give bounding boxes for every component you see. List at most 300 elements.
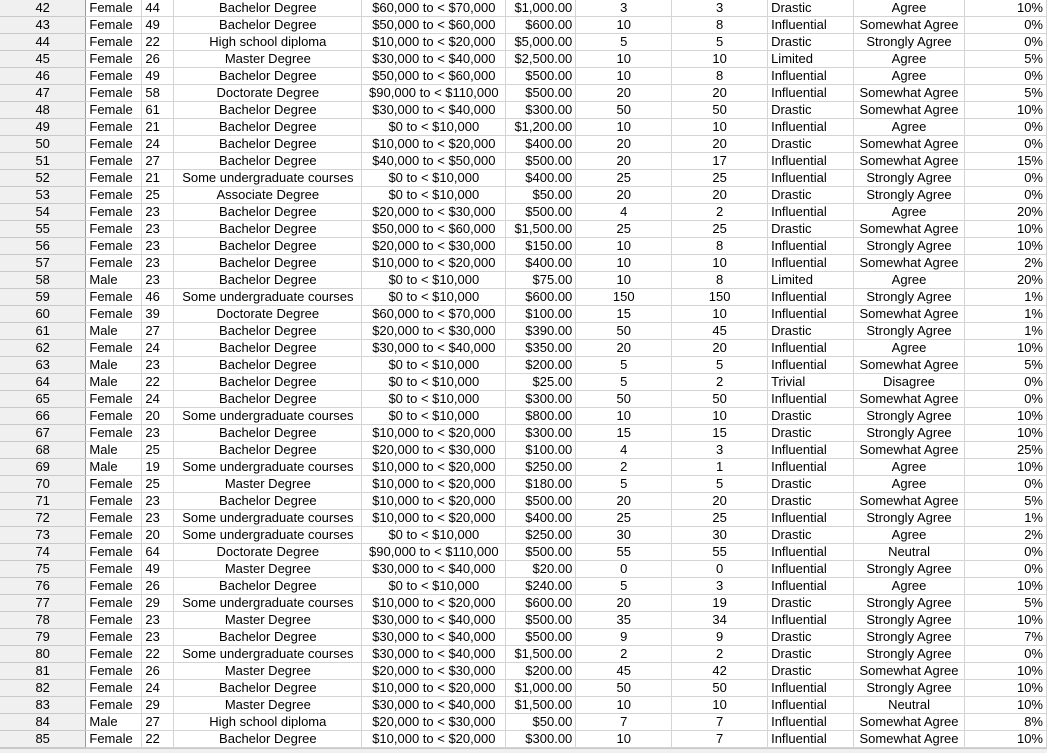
cell-agreement[interactable]: Somewhat Agree	[854, 391, 965, 408]
cell-gender[interactable]: Female	[86, 578, 142, 595]
row-header[interactable]: 49	[0, 119, 86, 136]
cell-education[interactable]: Bachelor Degree	[174, 731, 362, 748]
cell-age[interactable]: 49	[142, 68, 174, 85]
cell-amount[interactable]: $300.00	[506, 731, 576, 748]
cell-agreement[interactable]: Agree	[854, 204, 965, 221]
row-header[interactable]: 63	[0, 357, 86, 374]
cell-impact[interactable]: Drastic	[768, 408, 854, 425]
cell-amount[interactable]: $1,500.00	[506, 221, 576, 238]
cell-value-b[interactable]: 25	[672, 170, 768, 187]
row-header[interactable]: 53	[0, 187, 86, 204]
cell-agreement[interactable]: Strongly Agree	[854, 238, 965, 255]
cell-amount[interactable]: $200.00	[506, 357, 576, 374]
cell-percent[interactable]: 0%	[965, 476, 1047, 493]
cell-percent[interactable]: 1%	[965, 510, 1047, 527]
cell-income[interactable]: $0 to < $10,000	[362, 119, 506, 136]
cell-value-b[interactable]: 10	[672, 697, 768, 714]
cell-age[interactable]: 23	[142, 629, 174, 646]
cell-income[interactable]: $50,000 to < $60,000	[362, 17, 506, 34]
cell-value-b[interactable]: 30	[672, 527, 768, 544]
cell-gender[interactable]: Male	[86, 374, 142, 391]
cell-income[interactable]: $0 to < $10,000	[362, 527, 506, 544]
cell-education[interactable]: Some undergraduate courses	[174, 510, 362, 527]
cell-education[interactable]: Some undergraduate courses	[174, 595, 362, 612]
cell-education[interactable]: Bachelor Degree	[174, 391, 362, 408]
cell-value-b[interactable]: 5	[672, 357, 768, 374]
cell-income[interactable]: $10,000 to < $20,000	[362, 493, 506, 510]
cell-agreement[interactable]: Somewhat Agree	[854, 255, 965, 272]
cell-income[interactable]: $10,000 to < $20,000	[362, 255, 506, 272]
cell-gender[interactable]: Female	[86, 204, 142, 221]
cell-impact[interactable]: Influential	[768, 459, 854, 476]
cell-agreement[interactable]: Somewhat Agree	[854, 136, 965, 153]
row-header[interactable]: 47	[0, 85, 86, 102]
cell-impact[interactable]: Influential	[768, 238, 854, 255]
cell-impact[interactable]: Influential	[768, 340, 854, 357]
cell-income[interactable]: $0 to < $10,000	[362, 578, 506, 595]
cell-gender[interactable]: Female	[86, 34, 142, 51]
cell-value-b[interactable]: 3	[672, 0, 768, 17]
cell-value-a[interactable]: 10	[576, 17, 672, 34]
cell-income[interactable]: $0 to < $10,000	[362, 170, 506, 187]
cell-age[interactable]: 22	[142, 731, 174, 748]
cell-impact[interactable]: Drastic	[768, 323, 854, 340]
row-header[interactable]: 56	[0, 238, 86, 255]
row-header[interactable]: 64	[0, 374, 86, 391]
cell-impact[interactable]: Drastic	[768, 493, 854, 510]
cell-education[interactable]: Bachelor Degree	[174, 153, 362, 170]
cell-impact[interactable]: Influential	[768, 731, 854, 748]
cell-amount[interactable]: $500.00	[506, 85, 576, 102]
cell-amount[interactable]: $500.00	[506, 544, 576, 561]
cell-percent[interactable]: 5%	[965, 51, 1047, 68]
cell-income[interactable]: $0 to < $10,000	[362, 374, 506, 391]
cell-impact[interactable]: Influential	[768, 85, 854, 102]
cell-percent[interactable]: 0%	[965, 391, 1047, 408]
cell-age[interactable]: 27	[142, 714, 174, 731]
cell-amount[interactable]: $5,000.00	[506, 34, 576, 51]
cell-agreement[interactable]: Agree	[854, 51, 965, 68]
cell-value-a[interactable]: 15	[576, 425, 672, 442]
cell-impact[interactable]: Influential	[768, 510, 854, 527]
cell-impact[interactable]: Drastic	[768, 136, 854, 153]
cell-gender[interactable]: Female	[86, 680, 142, 697]
cell-education[interactable]: High school diploma	[174, 34, 362, 51]
cell-percent[interactable]: 1%	[965, 323, 1047, 340]
row-header[interactable]: 84	[0, 714, 86, 731]
cell-impact[interactable]: Drastic	[768, 663, 854, 680]
cell-percent[interactable]: 0%	[965, 34, 1047, 51]
cell-amount[interactable]: $600.00	[506, 17, 576, 34]
cell-percent[interactable]: 10%	[965, 663, 1047, 680]
row-header[interactable]: 70	[0, 476, 86, 493]
horizontal-scrollbar[interactable]	[0, 748, 1047, 753]
row-header[interactable]: 68	[0, 442, 86, 459]
cell-value-a[interactable]: 10	[576, 255, 672, 272]
cell-education[interactable]: Master Degree	[174, 663, 362, 680]
cell-percent[interactable]: 0%	[965, 561, 1047, 578]
cell-amount[interactable]: $390.00	[506, 323, 576, 340]
cell-percent[interactable]: 0%	[965, 544, 1047, 561]
cell-impact[interactable]: Drastic	[768, 0, 854, 17]
row-header[interactable]: 50	[0, 136, 86, 153]
row-header[interactable]: 81	[0, 663, 86, 680]
row-header[interactable]: 71	[0, 493, 86, 510]
row-header[interactable]: 76	[0, 578, 86, 595]
cell-percent[interactable]: 2%	[965, 255, 1047, 272]
cell-agreement[interactable]: Somewhat Agree	[854, 731, 965, 748]
cell-gender[interactable]: Female	[86, 289, 142, 306]
cell-amount[interactable]: $400.00	[506, 510, 576, 527]
cell-gender[interactable]: Female	[86, 425, 142, 442]
cell-percent[interactable]: 10%	[965, 0, 1047, 17]
cell-percent[interactable]: 0%	[965, 187, 1047, 204]
cell-income[interactable]: $30,000 to < $40,000	[362, 629, 506, 646]
row-header[interactable]: 54	[0, 204, 86, 221]
cell-income[interactable]: $10,000 to < $20,000	[362, 136, 506, 153]
cell-value-b[interactable]: 55	[672, 544, 768, 561]
cell-amount[interactable]: $2,500.00	[506, 51, 576, 68]
cell-income[interactable]: $50,000 to < $60,000	[362, 68, 506, 85]
cell-gender[interactable]: Female	[86, 255, 142, 272]
cell-gender[interactable]: Male	[86, 272, 142, 289]
cell-value-b[interactable]: 50	[672, 391, 768, 408]
cell-impact[interactable]: Drastic	[768, 34, 854, 51]
cell-value-a[interactable]: 5	[576, 476, 672, 493]
cell-amount[interactable]: $1,200.00	[506, 119, 576, 136]
cell-value-b[interactable]: 2	[672, 374, 768, 391]
cell-age[interactable]: 23	[142, 357, 174, 374]
cell-age[interactable]: 23	[142, 493, 174, 510]
cell-amount[interactable]: $500.00	[506, 493, 576, 510]
cell-income[interactable]: $40,000 to < $50,000	[362, 153, 506, 170]
cell-age[interactable]: 19	[142, 459, 174, 476]
cell-impact[interactable]: Drastic	[768, 476, 854, 493]
cell-value-b[interactable]: 2	[672, 646, 768, 663]
cell-impact[interactable]: Influential	[768, 255, 854, 272]
row-header[interactable]: 73	[0, 527, 86, 544]
cell-gender[interactable]: Female	[86, 136, 142, 153]
cell-percent[interactable]: 0%	[965, 646, 1047, 663]
cell-agreement[interactable]: Strongly Agree	[854, 323, 965, 340]
row-header[interactable]: 42	[0, 0, 86, 17]
row-header[interactable]: 58	[0, 272, 86, 289]
cell-amount[interactable]: $600.00	[506, 595, 576, 612]
cell-value-b[interactable]: 25	[672, 221, 768, 238]
cell-value-b[interactable]: 42	[672, 663, 768, 680]
cell-percent[interactable]: 10%	[965, 731, 1047, 748]
cell-amount[interactable]: $25.00	[506, 374, 576, 391]
cell-age[interactable]: 22	[142, 374, 174, 391]
cell-age[interactable]: 23	[142, 204, 174, 221]
cell-value-a[interactable]: 45	[576, 663, 672, 680]
cell-agreement[interactable]: Agree	[854, 578, 965, 595]
cell-impact[interactable]: Influential	[768, 544, 854, 561]
cell-age[interactable]: 25	[142, 442, 174, 459]
cell-value-a[interactable]: 20	[576, 153, 672, 170]
cell-percent[interactable]: 10%	[965, 408, 1047, 425]
cell-percent[interactable]: 5%	[965, 595, 1047, 612]
cell-gender[interactable]: Female	[86, 663, 142, 680]
cell-value-a[interactable]: 50	[576, 102, 672, 119]
cell-income[interactable]: $30,000 to < $40,000	[362, 612, 506, 629]
cell-impact[interactable]: Drastic	[768, 646, 854, 663]
cell-education[interactable]: Some undergraduate courses	[174, 459, 362, 476]
row-header[interactable]: 69	[0, 459, 86, 476]
cell-value-b[interactable]: 8	[672, 238, 768, 255]
cell-agreement[interactable]: Somewhat Agree	[854, 663, 965, 680]
cell-value-a[interactable]: 50	[576, 391, 672, 408]
cell-gender[interactable]: Female	[86, 102, 142, 119]
cell-value-a[interactable]: 5	[576, 374, 672, 391]
row-header[interactable]: 77	[0, 595, 86, 612]
cell-education[interactable]: Bachelor Degree	[174, 578, 362, 595]
cell-age[interactable]: 23	[142, 238, 174, 255]
cell-age[interactable]: 61	[142, 102, 174, 119]
cell-impact[interactable]: Influential	[768, 612, 854, 629]
cell-value-a[interactable]: 7	[576, 714, 672, 731]
cell-value-b[interactable]: 10	[672, 255, 768, 272]
cell-age[interactable]: 44	[142, 0, 174, 17]
cell-age[interactable]: 64	[142, 544, 174, 561]
cell-value-b[interactable]: 19	[672, 595, 768, 612]
cell-gender[interactable]: Female	[86, 221, 142, 238]
cell-percent[interactable]: 0%	[965, 68, 1047, 85]
cell-percent[interactable]: 7%	[965, 629, 1047, 646]
cell-percent[interactable]: 10%	[965, 425, 1047, 442]
cell-value-b[interactable]: 20	[672, 493, 768, 510]
cell-gender[interactable]: Female	[86, 476, 142, 493]
cell-value-a[interactable]: 3	[576, 0, 672, 17]
cell-amount[interactable]: $50.00	[506, 714, 576, 731]
cell-value-b[interactable]: 10	[672, 119, 768, 136]
cell-value-b[interactable]: 15	[672, 425, 768, 442]
cell-percent[interactable]: 10%	[965, 238, 1047, 255]
cell-percent[interactable]: 0%	[965, 170, 1047, 187]
cell-gender[interactable]: Male	[86, 323, 142, 340]
cell-age[interactable]: 23	[142, 612, 174, 629]
cell-amount[interactable]: $300.00	[506, 391, 576, 408]
cell-income[interactable]: $20,000 to < $30,000	[362, 714, 506, 731]
row-header[interactable]: 78	[0, 612, 86, 629]
cell-amount[interactable]: $800.00	[506, 408, 576, 425]
cell-agreement[interactable]: Somewhat Agree	[854, 493, 965, 510]
cell-income[interactable]: $10,000 to < $20,000	[362, 731, 506, 748]
cell-education[interactable]: Bachelor Degree	[174, 221, 362, 238]
cell-impact[interactable]: Influential	[768, 289, 854, 306]
cell-impact[interactable]: Influential	[768, 391, 854, 408]
cell-impact[interactable]: Influential	[768, 680, 854, 697]
cell-value-b[interactable]: 10	[672, 306, 768, 323]
cell-impact[interactable]: Influential	[768, 153, 854, 170]
cell-gender[interactable]: Female	[86, 697, 142, 714]
cell-education[interactable]: Bachelor Degree	[174, 0, 362, 17]
cell-value-b[interactable]: 50	[672, 102, 768, 119]
cell-percent[interactable]: 10%	[965, 680, 1047, 697]
cell-age[interactable]: 39	[142, 306, 174, 323]
cell-agreement[interactable]: Disagree	[854, 374, 965, 391]
cell-gender[interactable]: Female	[86, 510, 142, 527]
cell-value-b[interactable]: 8	[672, 68, 768, 85]
cell-income[interactable]: $60,000 to < $70,000	[362, 0, 506, 17]
cell-education[interactable]: Doctorate Degree	[174, 306, 362, 323]
cell-income[interactable]: $10,000 to < $20,000	[362, 680, 506, 697]
cell-gender[interactable]: Female	[86, 170, 142, 187]
cell-amount[interactable]: $1,000.00	[506, 680, 576, 697]
row-header[interactable]: 79	[0, 629, 86, 646]
row-header[interactable]: 72	[0, 510, 86, 527]
cell-education[interactable]: Bachelor Degree	[174, 17, 362, 34]
cell-amount[interactable]: $350.00	[506, 340, 576, 357]
cell-value-a[interactable]: 4	[576, 442, 672, 459]
cell-impact[interactable]: Influential	[768, 306, 854, 323]
cell-gender[interactable]: Female	[86, 306, 142, 323]
cell-value-a[interactable]: 50	[576, 323, 672, 340]
cell-income[interactable]: $90,000 to < $110,000	[362, 85, 506, 102]
cell-value-b[interactable]: 34	[672, 612, 768, 629]
cell-age[interactable]: 29	[142, 595, 174, 612]
cell-education[interactable]: Bachelor Degree	[174, 493, 362, 510]
cell-gender[interactable]: Female	[86, 17, 142, 34]
cell-impact[interactable]: Influential	[768, 714, 854, 731]
cell-amount[interactable]: $100.00	[506, 306, 576, 323]
cell-gender[interactable]: Female	[86, 544, 142, 561]
cell-percent[interactable]: 10%	[965, 221, 1047, 238]
cell-value-a[interactable]: 5	[576, 578, 672, 595]
cell-impact[interactable]: Trivial	[768, 374, 854, 391]
cell-amount[interactable]: $400.00	[506, 170, 576, 187]
cell-agreement[interactable]: Strongly Agree	[854, 170, 965, 187]
cell-agreement[interactable]: Somewhat Agree	[854, 442, 965, 459]
cell-amount[interactable]: $150.00	[506, 238, 576, 255]
cell-value-b[interactable]: 2	[672, 204, 768, 221]
cell-income[interactable]: $30,000 to < $40,000	[362, 561, 506, 578]
cell-income[interactable]: $30,000 to < $40,000	[362, 340, 506, 357]
cell-value-b[interactable]: 20	[672, 136, 768, 153]
cell-value-a[interactable]: 25	[576, 510, 672, 527]
cell-education[interactable]: Some undergraduate courses	[174, 646, 362, 663]
cell-age[interactable]: 58	[142, 85, 174, 102]
row-header[interactable]: 62	[0, 340, 86, 357]
cell-gender[interactable]: Female	[86, 612, 142, 629]
cell-income[interactable]: $30,000 to < $40,000	[362, 646, 506, 663]
cell-gender[interactable]: Female	[86, 238, 142, 255]
cell-value-a[interactable]: 10	[576, 238, 672, 255]
cell-percent[interactable]: 10%	[965, 697, 1047, 714]
cell-value-a[interactable]: 10	[576, 697, 672, 714]
cell-income[interactable]: $60,000 to < $70,000	[362, 306, 506, 323]
cell-amount[interactable]: $500.00	[506, 612, 576, 629]
cell-age[interactable]: 27	[142, 323, 174, 340]
cell-agreement[interactable]: Strongly Agree	[854, 510, 965, 527]
cell-amount[interactable]: $300.00	[506, 425, 576, 442]
cell-agreement[interactable]: Agree	[854, 0, 965, 17]
row-header[interactable]: 44	[0, 34, 86, 51]
cell-value-b[interactable]: 50	[672, 680, 768, 697]
cell-education[interactable]: High school diploma	[174, 714, 362, 731]
cell-gender[interactable]: Female	[86, 85, 142, 102]
row-header[interactable]: 57	[0, 255, 86, 272]
cell-impact[interactable]: Drastic	[768, 527, 854, 544]
row-header[interactable]: 75	[0, 561, 86, 578]
cell-value-b[interactable]: 5	[672, 34, 768, 51]
cell-gender[interactable]: Male	[86, 714, 142, 731]
cell-percent[interactable]: 0%	[965, 374, 1047, 391]
cell-impact[interactable]: Drastic	[768, 595, 854, 612]
cell-value-a[interactable]: 35	[576, 612, 672, 629]
row-header[interactable]: 82	[0, 680, 86, 697]
cell-age[interactable]: 26	[142, 663, 174, 680]
row-header[interactable]: 59	[0, 289, 86, 306]
cell-income[interactable]: $10,000 to < $20,000	[362, 510, 506, 527]
cell-age[interactable]: 21	[142, 119, 174, 136]
row-header[interactable]: 74	[0, 544, 86, 561]
cell-income[interactable]: $10,000 to < $20,000	[362, 459, 506, 476]
cell-gender[interactable]: Female	[86, 629, 142, 646]
cell-value-b[interactable]: 20	[672, 187, 768, 204]
cell-education[interactable]: Bachelor Degree	[174, 323, 362, 340]
cell-agreement[interactable]: Agree	[854, 272, 965, 289]
cell-value-a[interactable]: 0	[576, 561, 672, 578]
cell-percent[interactable]: 5%	[965, 357, 1047, 374]
cell-impact[interactable]: Drastic	[768, 221, 854, 238]
cell-impact[interactable]: Limited	[768, 51, 854, 68]
cell-amount[interactable]: $50.00	[506, 187, 576, 204]
cell-income[interactable]: $10,000 to < $20,000	[362, 595, 506, 612]
cell-amount[interactable]: $400.00	[506, 136, 576, 153]
cell-amount[interactable]: $600.00	[506, 289, 576, 306]
cell-age[interactable]: 24	[142, 680, 174, 697]
cell-income[interactable]: $0 to < $10,000	[362, 357, 506, 374]
cell-education[interactable]: Master Degree	[174, 51, 362, 68]
cell-value-b[interactable]: 25	[672, 510, 768, 527]
cell-income[interactable]: $10,000 to < $20,000	[362, 476, 506, 493]
row-header[interactable]: 55	[0, 221, 86, 238]
cell-education[interactable]: Some undergraduate courses	[174, 289, 362, 306]
cell-agreement[interactable]: Strongly Agree	[854, 595, 965, 612]
cell-percent[interactable]: 15%	[965, 153, 1047, 170]
cell-income[interactable]: $30,000 to < $40,000	[362, 51, 506, 68]
cell-age[interactable]: 20	[142, 408, 174, 425]
cell-age[interactable]: 24	[142, 136, 174, 153]
cell-percent[interactable]: 5%	[965, 493, 1047, 510]
cell-impact[interactable]: Influential	[768, 170, 854, 187]
cell-income[interactable]: $0 to < $10,000	[362, 272, 506, 289]
cell-income[interactable]: $0 to < $10,000	[362, 408, 506, 425]
cell-value-a[interactable]: 15	[576, 306, 672, 323]
cell-impact[interactable]: Influential	[768, 204, 854, 221]
cell-amount[interactable]: $1,000.00	[506, 0, 576, 17]
row-header[interactable]: 48	[0, 102, 86, 119]
cell-agreement[interactable]: Somewhat Agree	[854, 357, 965, 374]
cell-impact[interactable]: Drastic	[768, 425, 854, 442]
cell-income[interactable]: $30,000 to < $40,000	[362, 697, 506, 714]
row-header[interactable]: 43	[0, 17, 86, 34]
cell-value-a[interactable]: 10	[576, 408, 672, 425]
cell-age[interactable]: 26	[142, 51, 174, 68]
cell-percent[interactable]: 1%	[965, 306, 1047, 323]
cell-amount[interactable]: $500.00	[506, 68, 576, 85]
cell-value-a[interactable]: 9	[576, 629, 672, 646]
cell-agreement[interactable]: Neutral	[854, 544, 965, 561]
cell-gender[interactable]: Female	[86, 561, 142, 578]
cell-percent[interactable]: 0%	[965, 119, 1047, 136]
cell-agreement[interactable]: Strongly Agree	[854, 408, 965, 425]
cell-age[interactable]: 23	[142, 510, 174, 527]
cell-amount[interactable]: $240.00	[506, 578, 576, 595]
cell-amount[interactable]: $500.00	[506, 629, 576, 646]
cell-value-a[interactable]: 20	[576, 493, 672, 510]
